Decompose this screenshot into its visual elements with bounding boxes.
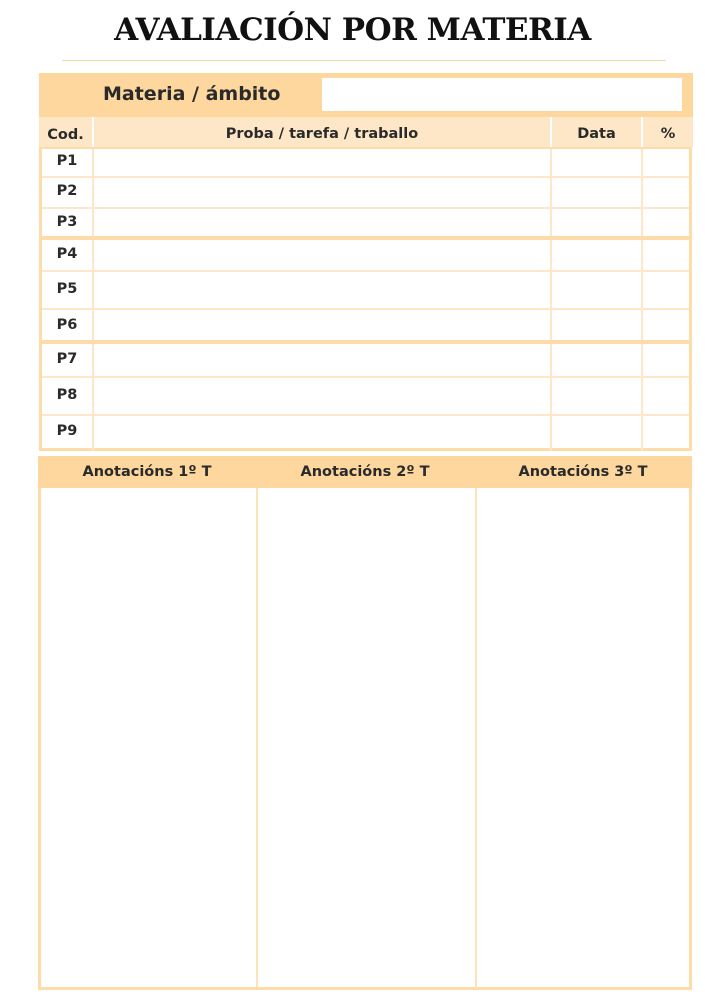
table-row bbox=[42, 416, 689, 451]
notes-field-term-1[interactable] bbox=[41, 488, 258, 987]
row-proba-field[interactable] bbox=[94, 209, 552, 236]
table-row bbox=[42, 149, 689, 178]
table-row bbox=[42, 272, 689, 310]
row-date-field[interactable] bbox=[552, 378, 643, 414]
row-date-field[interactable] bbox=[552, 178, 643, 207]
row-date-field[interactable] bbox=[552, 344, 643, 376]
task-table-header bbox=[39, 117, 693, 147]
row-date-field[interactable] bbox=[552, 240, 643, 270]
row-date-field[interactable] bbox=[552, 149, 643, 176]
row-proba-field[interactable] bbox=[94, 344, 552, 376]
row-code: P4 bbox=[42, 240, 94, 270]
notes-header-term-1: Anotacións 1º T bbox=[82, 464, 212, 480]
row-proba-field[interactable] bbox=[94, 416, 552, 451]
column-header-percent: % bbox=[641, 117, 693, 147]
table-row bbox=[42, 178, 689, 209]
column-header-data: Data bbox=[550, 117, 641, 147]
column-header-cod: Cod. bbox=[47, 127, 84, 143]
row-percent-field[interactable] bbox=[643, 378, 692, 414]
row-date-field[interactable] bbox=[552, 272, 643, 308]
row-percent-field[interactable] bbox=[643, 310, 692, 340]
row-proba-field[interactable] bbox=[94, 310, 552, 340]
column-header-proba: Proba / tarefa / traballo bbox=[92, 117, 550, 147]
row-percent-field[interactable] bbox=[643, 272, 692, 308]
notes-field-term-3[interactable] bbox=[477, 488, 689, 987]
row-code: P3 bbox=[42, 209, 94, 236]
row-proba-field[interactable] bbox=[94, 378, 552, 414]
row-percent-field[interactable] bbox=[643, 149, 692, 176]
row-code: P9 bbox=[42, 416, 94, 451]
row-percent-field[interactable] bbox=[643, 240, 692, 270]
row-proba-field[interactable] bbox=[94, 272, 552, 308]
task-table bbox=[39, 147, 692, 451]
row-date-field[interactable] bbox=[552, 416, 643, 451]
row-code: P5 bbox=[42, 272, 94, 308]
row-code: P1 bbox=[42, 149, 94, 176]
row-proba-field[interactable] bbox=[94, 240, 552, 270]
row-percent-field[interactable] bbox=[643, 209, 692, 236]
row-date-field[interactable] bbox=[552, 310, 643, 340]
row-percent-field[interactable] bbox=[643, 416, 692, 451]
row-code: P8 bbox=[42, 378, 94, 414]
row-code: P2 bbox=[42, 178, 94, 207]
table-row bbox=[42, 209, 689, 240]
row-date-field[interactable] bbox=[552, 209, 643, 236]
notes-body bbox=[38, 488, 692, 990]
row-percent-field[interactable] bbox=[643, 178, 692, 207]
page-title: AVALIACIÓN POR MATERIA bbox=[114, 12, 591, 48]
row-code: P6 bbox=[42, 310, 94, 340]
notes-header-term-3: Anotacións 3º T bbox=[518, 464, 648, 480]
notes-header-term-2: Anotacións 2º T bbox=[300, 464, 430, 480]
notes-field-term-2[interactable] bbox=[258, 488, 477, 987]
table-row bbox=[42, 310, 689, 344]
notes-header bbox=[38, 456, 692, 488]
table-row bbox=[42, 240, 689, 272]
row-proba-field[interactable] bbox=[94, 149, 552, 176]
materia-input[interactable] bbox=[322, 78, 682, 111]
title-divider bbox=[62, 60, 666, 61]
table-row bbox=[42, 344, 689, 378]
materia-label: Materia / ámbito bbox=[103, 83, 281, 105]
materia-band bbox=[39, 73, 693, 117]
row-proba-field[interactable] bbox=[94, 178, 552, 207]
row-percent-field[interactable] bbox=[643, 344, 692, 376]
row-code: P7 bbox=[42, 344, 94, 376]
table-row bbox=[42, 378, 689, 416]
